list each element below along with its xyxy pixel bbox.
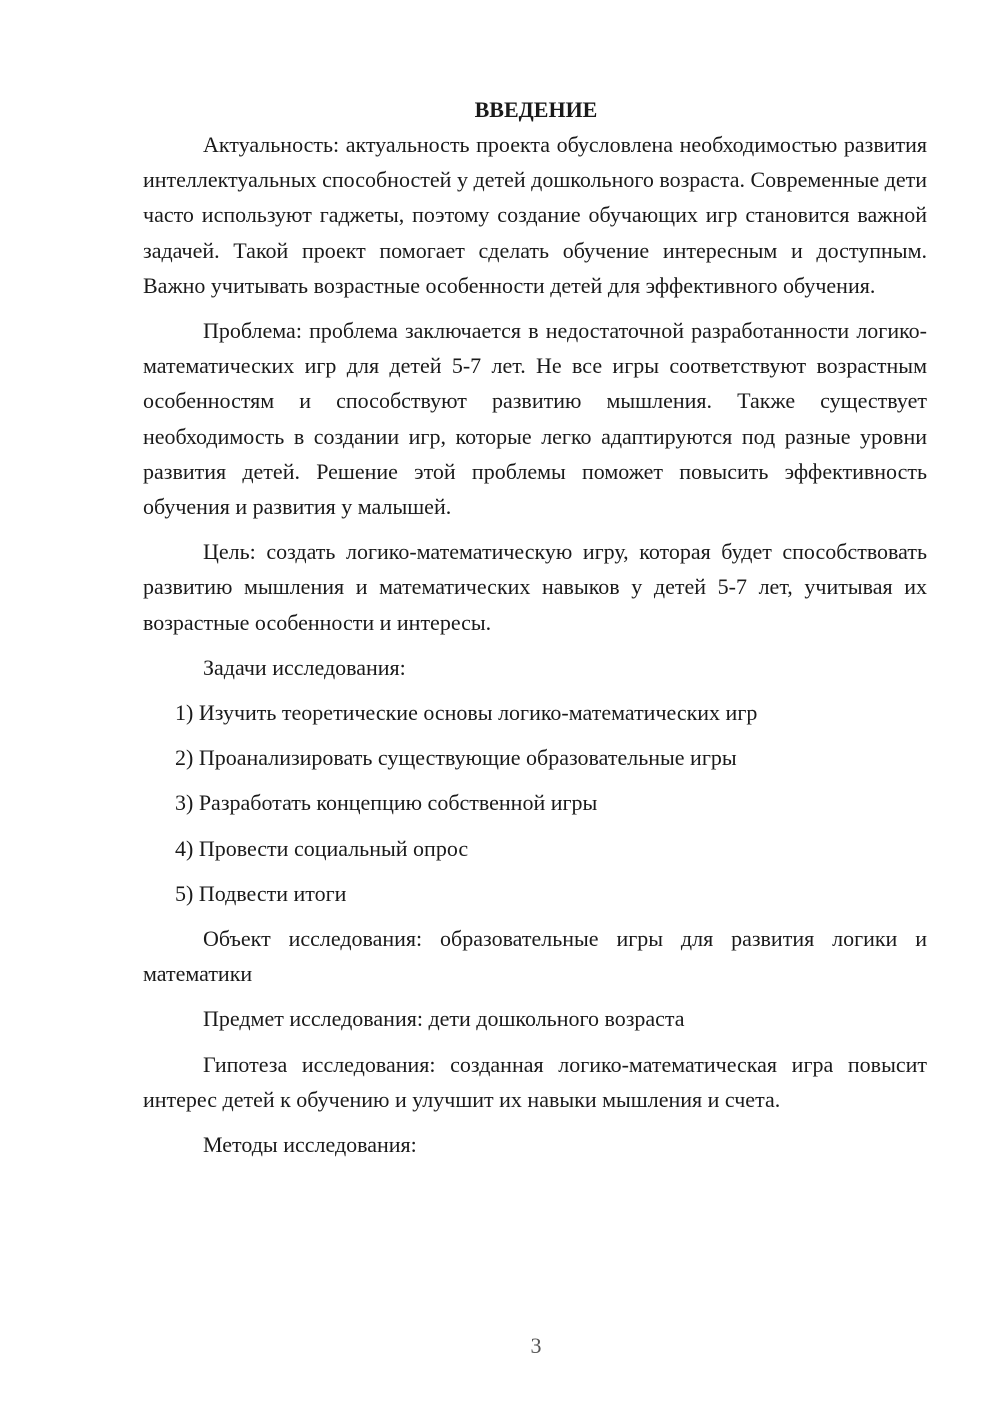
paragraph-object: Объект исследования: образовательные игры для развития логики и математики [143,926,927,987]
paragraph-problem: Проблема: проблема заключается в недостаточной разработанности логико-математических игр для детей 5-7 лет. Не все игры соответствуют возрастным особенностям и способствуют развитию мышления. Также существует необходимость в создании игр, которые легко адаптируются под разные уровни развития детей. Решение этой проблемы поможет повысить эффективность обучения и развития у малышей. [143,318,927,520]
paragraph-methods-heading: Методы исследования: [203,1132,417,1158]
list-item: 4) Провести социальный опрос [175,835,469,861]
paragraph-hypothesis: Гипотеза исследования: созданная логико-математическая игра повысит интерес детей к обучению и улучшит их навыки мышления и счета. [143,1051,927,1112]
list-item: 1) Изучить теоретические основы логико-математических игр [175,700,758,726]
paragraph-relevance: Актуальность: актуальность проекта обусловлена необходимостью развития интеллектуальных способностей у детей дошкольного возраста. Современные дети часто используют гаджеты, поэтому создание обучающих игр становится важной задачей. Такой проект помогает сделать обучение интересным и доступным. Важно учитывать возрастные особенности детей для эффективного обучения. [143,132,927,298]
list-item: 2) Проанализировать существующие образовательные игры [175,745,737,771]
section-title: ВВЕДЕНИЕ [474,97,598,122]
paragraph-subject: Предмет исследования: дети дошкольного возраста [203,1006,685,1032]
list-item: 3) Разработать концепцию собственной игры [175,790,598,816]
paragraph-tasks-heading: Задачи исследования: [203,654,406,680]
tasks-list [143,695,927,911]
paragraph-goal: Цель: создать логико-математическую игру, которая будет способствовать развитию мышления и математических навыков у детей 5-7 лет, учитывая их возрастные особенности и интересы. [143,539,927,635]
page-content [143,92,927,1172]
list-item: 5) Подвести итоги [175,880,347,906]
page-number: 3 [530,1333,542,1358]
